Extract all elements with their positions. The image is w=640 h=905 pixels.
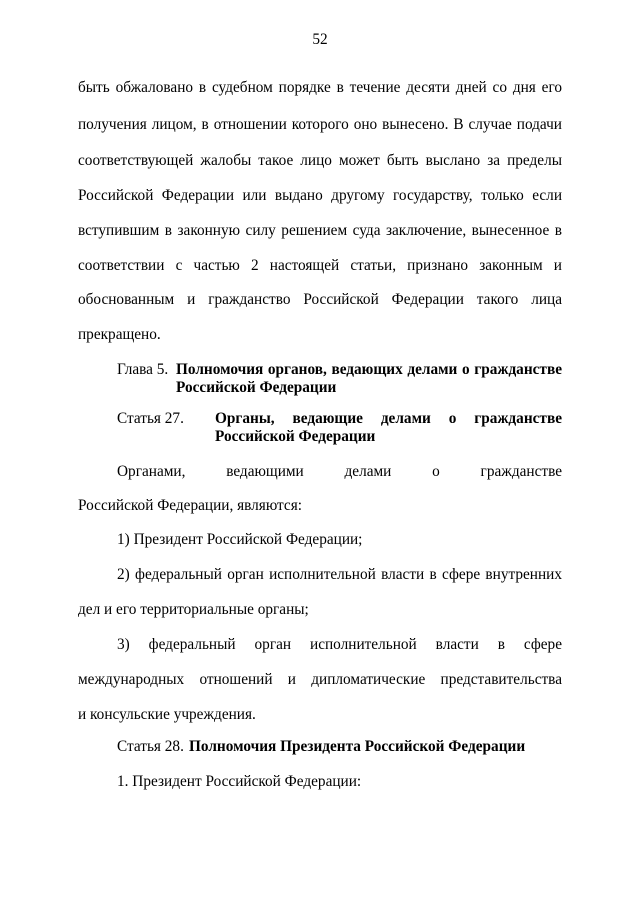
article-prefix: Статья 27. [117, 410, 184, 427]
list-item: 1) Президент Российской Федерации; [117, 531, 363, 548]
article-title-line: Органы, ведающие делами о гражданстве [215, 410, 562, 427]
text-line: быть обжаловано в судебном порядке в течение десяти дней со дня его [78, 79, 562, 96]
list-item: 1. Президент Российской Федерации: [117, 773, 362, 790]
list-item: 3) федеральный орган исполнительной власти в сфере [117, 636, 562, 653]
text-line: соответствующей жалобы такое лицо может быть выслано за пределы [78, 152, 562, 169]
text-line: обоснованным и гражданство Российской Федерации такого лица [78, 291, 562, 308]
article-prefix: Статья 28. [117, 738, 184, 755]
text-line: Российской Федерации или выдано другому государству, только если [78, 187, 562, 204]
text-line: соответствии с частью 2 настоящей статьи, признано законным и [78, 257, 562, 274]
text-line: Органами, ведающими делами о гражданстве [117, 463, 562, 480]
chapter-prefix: Глава 5. [117, 361, 169, 378]
article-title: Полномочия Президента Российской Федерации [189, 738, 526, 755]
text-line: дел и его территориальные органы; [78, 601, 309, 618]
text-line: и консульские учреждения. [78, 706, 256, 723]
page-number: 52 [312, 31, 328, 48]
list-item: 2) федеральный орган исполнительной власти в сфере внутренних [117, 566, 562, 583]
text-line: международных отношений и дипломатические представительства [78, 671, 562, 688]
text-line: прекращено. [78, 326, 161, 343]
text-line: вступившим в законную силу решением суда заключение, вынесенное в [78, 222, 562, 239]
chapter-title-line: Полномочия органов, ведающих делами о гражданстве [176, 361, 562, 378]
article-title-line: Российской Федерации [215, 428, 376, 445]
text-line: получения лицом, в отношении которого оно вынесено. В случае подачи [78, 116, 562, 133]
chapter-title-line: Российской Федерации [176, 379, 337, 396]
text-line: Российской Федерации, являются: [78, 497, 303, 514]
